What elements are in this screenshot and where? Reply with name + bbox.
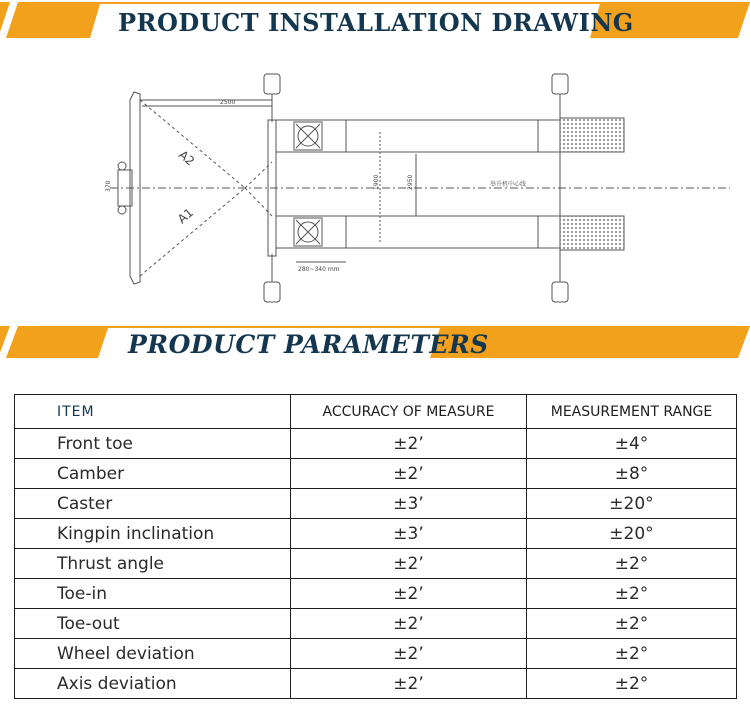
range-cell: ±20° [527,519,737,549]
label-a1: A1 [174,205,197,227]
installation-drawing-banner [0,0,750,46]
item-cell: Camber [15,459,291,489]
center-line-note: 举升机中心线 [490,181,527,188]
installation-drawing [90,66,730,310]
accuracy-cell: ±2’ [291,639,527,669]
header-range: MEASUREMENT RANGE [527,395,737,429]
item-cell: Axis deviation [15,669,291,699]
table-row [15,459,737,489]
parameters-table [14,394,737,699]
range-cell: ±2° [527,609,737,639]
table-row [15,579,737,609]
slip-plate-bottom [560,216,624,250]
range-note: 280~340 mm [298,266,340,273]
parameters-title: PRODUCT PARAMETERS [128,330,489,359]
item-cell: Wheel deviation [15,639,291,669]
range-cell: ±4° [527,429,737,459]
header-accuracy: ACCURACY OF MEASURE [291,395,527,429]
dim-370-label: 370 [105,180,112,192]
accuracy-cell: ±3’ [291,489,527,519]
table-row [15,639,737,669]
range-cell: ±2° [527,549,737,579]
accuracy-cell: ±3’ [291,519,527,549]
range-cell: ±2° [527,639,737,669]
accuracy-cell: ±2’ [291,429,527,459]
table-header-row [15,395,737,429]
slip-plate-top [560,118,624,152]
parameters-banner [0,322,750,368]
table-row [15,519,737,549]
item-cell: Front toe [15,429,291,459]
label-a2: A2 [176,147,198,169]
dim-2500-label: 2500 [220,99,236,106]
accuracy-cell: ±2’ [291,459,527,489]
accuracy-cell: ±2’ [291,669,527,699]
item-cell: Thrust angle [15,549,291,579]
dim-1900-label: 1900 [373,174,380,190]
header-item: ITEM [15,395,291,429]
accuracy-cell: ±2’ [291,609,527,639]
accuracy-cell: ±2’ [291,549,527,579]
table-row [15,669,737,699]
item-cell: Toe-in [15,579,291,609]
range-cell: ±20° [527,489,737,519]
table-row [15,429,737,459]
accuracy-cell: ±2’ [291,579,527,609]
table-row [15,609,737,639]
installation-drawing-title: PRODUCT INSTALLATION DRAWING [118,8,634,37]
range-cell: ±8° [527,459,737,489]
range-cell: ±2° [527,579,737,609]
item-cell: Kingpin inclination [15,519,291,549]
item-cell: Caster [15,489,291,519]
table-row [15,549,737,579]
dim-2950-label: 2950 [407,174,414,190]
item-cell: Toe-out [15,609,291,639]
table-row [15,489,737,519]
range-cell: ±2° [527,669,737,699]
